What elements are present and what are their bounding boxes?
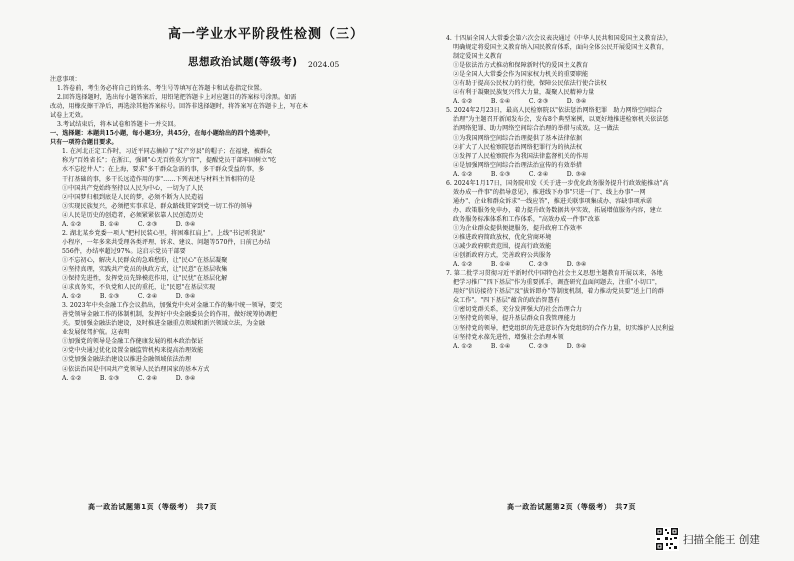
text-line: ④创新政府方式，完善政府公共服务 [453,252,552,260]
text-line: A. ①② B. ①④ C. ②③ D. ③④ [62,220,196,228]
text-line: 2.回答选择题时，选出每小题答案后，用铅笔把答题卡上对应题目的答案标号涂黑。如需 [57,94,297,102]
page-1-footer: 高一政治试题第1页（等级考） 共7页 [88,503,218,511]
text-line: A. ①② B. ①③ C. ②④ D. ③④ [62,374,196,382]
text-line: A. ①② B. ①③ C. ②④ D. ③④ [62,293,196,301]
text-line: ④依法治国是中国共产党领导人民治理国家的基本方式 [62,365,210,373]
text-line: 通办"、企业和群众诉求"一线应答"，推进关联事项集成办、容缺事项承诺 [453,197,653,205]
text-line: 556件，办结率超过97%。这启示党员干部要 [62,247,186,255]
page-2-footer: 高一政治试题第2页（等级考） 共7页 [507,503,637,511]
text-line: 业发展保驾护航。这表明 [62,329,130,337]
text-line: 众工作"。"四下基层"蕴含的政治智慧有 [453,297,560,305]
text-line: 3. 2023年中央金融工作会议指出，加强党中央对金融工作的集中统一领导，要完 [62,302,283,310]
text-line: ③发挥了人民检察院作为我国法律监督机关的作用 [453,152,589,160]
text-line: 小程序，一年多来共受理各类评理、诉求、建议、问题等570件，日前已办结 [62,238,271,246]
text-line: ①密切党群关系，充分发挥强大的社会治理合力 [453,306,583,314]
text-line: ②扩大了人民检察院惩治网络犯罪行为的执法权 [453,143,583,151]
text-line: 称为"百姓省长"；在浙江，强调"心无百姓莫为'官'"，提醒党员干部牢固树立"吃 [62,157,277,165]
text-line: ③坚持党的领导，把党组织的先进意识作为党组织的合作力量，切实维护人民利益 [453,324,675,332]
text-line: ①中国共产党始终坚持以人民为中心，一切为了人民 [62,184,204,192]
text-line: A. ①② B. ①④ C. ②③ D. ③④ [453,342,587,350]
qr-code-icon [655,527,679,551]
text-line: 制定爱国主义教育 [453,53,503,61]
text-line: 办、政策服务免申办，着力提升政务数据共享实效，拓展增值服务内容，建立 [453,206,662,214]
text-line: ④求真务实，不负党和人民的重托，让"民愿"在基层实现 [62,284,216,292]
text-line: ③减少政府职责范围，提高行政效能 [453,243,552,251]
page-2 [446,0,792,561]
text-line: ②推进政府简政放权，优化营商环境 [453,234,552,242]
text-line: ②是全国人大常委会作为国家权力机关的重要职能 [453,71,589,79]
text-line: ②坚持真理，实践共产党员的执政方式，让"民意"在基层收集 [62,265,228,273]
text-line: ③保持先进性，发挥党员先锋模范作用，让"民忧"在基层化解 [62,275,228,283]
text-line: 1. 在河北正定工作时，习近平同志摘掉了"贫产穷县"的帽子；在福建，被群众 [62,148,273,156]
text-line: 试卷上无效。 [50,112,87,120]
text-line: 水不忘挖井人"；在上海，要求"多干群众急需的事，多干群众受益的事，多 [62,166,265,174]
text-line: ②坚持党的领导，提升基层群众自我管理能力 [453,315,576,323]
text-line: ③实现民族复兴，必须把实事求是、群众路线贯穿到党一切工作的领导 [62,202,253,210]
text-line: 7. 第二批学习贯彻习近平新时代中国特色社会主义思想主题教育开展以来，各地 [446,270,663,278]
text-line: ④有利于凝聚民族复兴伟大力量，凝聚人民精神力量 [453,89,595,97]
text-line: ①加强党的领导是金融工作健康发展的根本政治保证 [62,338,204,346]
exam-date: 2024.05 [308,60,340,69]
text-line: 3.考试结束后，将本试卷和答题卡一并交回。 [57,121,180,129]
text-line: 明确规定将爱国主义教育纳入国民教育体系，面向全体公民开展爱国主义教育， [453,44,669,52]
text-line: ③党加强金融法治建设以推进金融领域依法治理 [62,356,192,364]
text-line: 一、选择题：本题共15小题，每小题3分，共45分，在每小题给出的四个选项中， [50,130,275,138]
text-line: 关。要加强金融法治建设，及时推进金融重点领域和新兴领域立法，为金融 [62,320,265,328]
text-line: A. ①② B. ①④ C. ②③ D. ③④ [453,98,587,106]
text-line: ①不忘初心，解决人民群众的急难愁盼，让"民心"在基层凝聚 [62,256,228,264]
text-line: 政务服务标准体系和工作体系，"高效办成一件事"改革 [453,215,601,223]
exam-subtitle: 思想政治试题(等级考) [188,56,298,68]
text-line: 治理"为主题召开新闻发布会，发布8个典型案例，以更好地推进检察机关依法惩 [453,116,669,124]
text-line: A. ①② B. ①④ C. ②③ D. ③④ [453,261,587,269]
text-line: 4. 十四届全国人大常委会第六次会议表决通过《中华人民共和国爱国主义教育法》， [446,35,673,42]
page-2-body [446,34,792,351]
text-line: 用好"信访接待下基层"及"拔诉即办"等制度机制，着力推动党员要"送上门的群 [453,288,664,296]
page-1-body [50,75,395,383]
text-line: A. ①② B. ①③ C. ②④ D. ③④ [453,170,587,178]
text-line: ①是依法治方式推动和保障新时代的爱国主义教育 [453,62,589,70]
text-line: 5. 2024年2月23日，最高人民检察院以"依法惩治网络犯罪 助力网络空间综合 [446,107,663,115]
text-line: ②党中央通过优化设置金融监管机构来提高治理效能 [62,347,204,355]
text-line: 把学习推广"四下基层"作为重要抓手，调查研究直面问题去，注重"小切口"， [453,279,662,287]
text-line: 6. 2024年1月17日，国务院印发《关于进一步优化政务服务提升行政效能推动"高 [446,179,669,187]
text-line: 善党领导金融工作的体制机制，发挥好中央金融委员会的作用，做好统筹协调把 [62,311,278,319]
text-line: 只有一项符合题目要求。 [50,139,118,147]
text-line: ②中国梦归根到底是人民的梦，必须不断为人民造福 [62,193,204,201]
text-line: 改动，用橡皮擦干净后，再选涂其他答案标号。回答非选择题时，将答案写在答题卡上，写在本 [50,103,309,111]
text-line: 治网络犯罪、助力网络空间综合治理的举措与成效。这一做法 [453,125,619,133]
text-line: ①为企业群众提供便捷服务，提升政府工作效率 [453,224,583,232]
text-line: 2. 湖北某乡党委一项人"把村民装心里，将困难扛肩上"。上线"书记听我说" [62,229,266,237]
exam-title: 高一学业水平阶段性检测（三） [168,27,365,42]
text-line: ④坚持党永葆先进性，增强社会治理本领 [453,333,564,341]
text-line: 注意事项： [50,76,81,83]
text-line: 干打基础的事，多干长远造作用的事"……下列表述与材料主旨相符的是 [62,175,256,183]
page-1 [50,0,395,561]
text-line: ④人民是历史的创造者，必须紧紧依靠人民创造历史 [62,211,204,219]
text-line: ④是加强网络空间综合治理法治宣传的有效举措 [453,161,583,169]
text-line: ③有助于提高公民权力的行使，保障公民依法行使合法权 [453,80,607,88]
text-line: ①为我国网络空间综合治理提供了基本法律依据 [453,134,583,142]
scanner-watermark: 扫描全能王 创建 [683,534,760,546]
text-line: 效办成一件事"的指导意见》，推进线下办事"只进一门"、线上办事"一网 [453,188,646,196]
text-line: 1.答卷前，考生务必将自己的姓名、考生号等填写在答题卡和试卷指定位置。 [57,85,266,93]
